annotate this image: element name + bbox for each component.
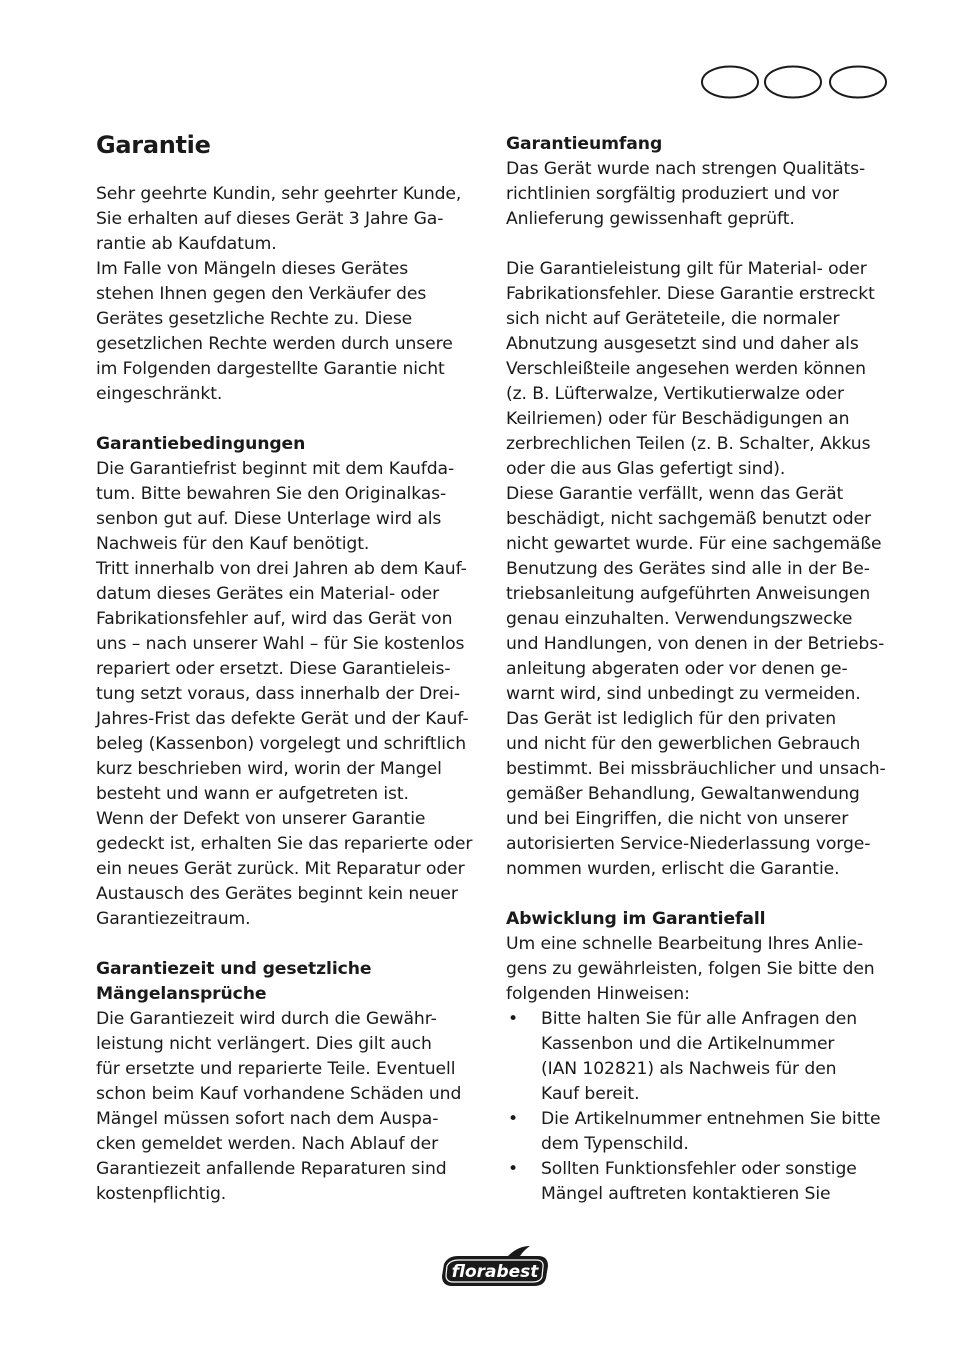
text-line: bestimmt. Bei missbräuchlicher und unsach- bbox=[506, 759, 886, 779]
text-line: Die Garantiezeit wird durch die Gewähr- bbox=[96, 1009, 437, 1029]
language-ovals-icon bbox=[700, 64, 890, 100]
text-line: beleg (Kassenbon) vorgelegt und schriftlich bbox=[96, 734, 467, 754]
text-line: im Folgenden dargestellte Garantie nicht bbox=[96, 359, 445, 379]
page-title: Garantie bbox=[96, 131, 211, 159]
right-column-body bbox=[506, 132, 896, 1207]
text-line: eingeschränkt. bbox=[96, 384, 223, 404]
text-line: ein neues Gerät zurück. Mit Reparatur oder bbox=[96, 859, 465, 879]
text-line: und bei Eingriffen, die nicht von unserer bbox=[506, 809, 849, 829]
bullet-dot-icon: • bbox=[508, 1109, 519, 1129]
text-line: anleitung abgeraten oder vor denen ge- bbox=[506, 659, 848, 679]
paragraph-gap bbox=[96, 932, 486, 957]
text-line: Die Garantieleistung gilt für Material- oder bbox=[506, 259, 867, 279]
text-line: und nicht für den gewerblichen Gebrauch bbox=[506, 734, 861, 754]
text-line: warnt wird, sind unbedingt zu vermeiden. bbox=[506, 684, 861, 704]
text-line: Um eine schnelle Bearbeitung Ihres Anlie- bbox=[506, 934, 864, 954]
bullet-item bbox=[506, 1107, 896, 1157]
bullet-text-line: Kassenbon und die Artikelnummer bbox=[541, 1034, 835, 1054]
bullet-text-line: Mängel auftreten kontaktieren Sie bbox=[541, 1184, 831, 1204]
paragraph-gap bbox=[96, 407, 486, 432]
text-line: Austausch des Gerätes beginnt kein neuer bbox=[96, 884, 458, 904]
text-line: autorisierten Service-Niederlassung vorge- bbox=[506, 834, 871, 854]
text-line: Das Gerät ist lediglich für den privaten bbox=[506, 709, 837, 729]
paragraph-gap bbox=[506, 882, 896, 907]
section-heading: Mängelansprüche bbox=[96, 984, 267, 1004]
text-line: und Handlungen, von denen in der Betriebs- bbox=[506, 634, 885, 654]
text-line: Verschleißteile angesehen werden können bbox=[506, 359, 866, 379]
text-line: genau einzuhalten. Verwendungszwecke bbox=[506, 609, 853, 629]
text-line: Im Falle von Mängeln dieses Gerätes bbox=[96, 259, 409, 279]
text-line: Nachweis für den Kauf benötigt. bbox=[96, 534, 370, 554]
section-heading: Garantieumfang bbox=[506, 134, 663, 154]
text-line: gens zu gewährleisten, folgen Sie bitte den bbox=[506, 959, 875, 979]
text-line: Anlieferung gewissenhaft geprüft. bbox=[506, 209, 795, 229]
text-line: Sehr geehrte Kundin, sehr geehrter Kunde, bbox=[96, 184, 462, 204]
text-line: senbon gut auf. Diese Unterlage wird als bbox=[96, 509, 442, 529]
text-line: Jahres-Frist das defekte Gerät und der Kauf- bbox=[96, 709, 469, 729]
bullet-text-line: Kauf bereit. bbox=[541, 1084, 640, 1104]
text-line: tung setzt voraus, dass innerhalb der Drei- bbox=[96, 684, 460, 704]
text-line: richtlinien sorgfältig produziert und vor bbox=[506, 184, 839, 204]
section-heading: Garantiebedingungen bbox=[96, 434, 306, 454]
text-line: Das Gerät wurde nach strengen Qualitäts- bbox=[506, 159, 866, 179]
text-line: triebsanleitung aufgeführten Anweisungen bbox=[506, 584, 871, 604]
text-line: gedeckt ist, erhalten Sie das reparierte oder bbox=[96, 834, 473, 854]
text-line: gemäßer Behandlung, Gewaltanwendung bbox=[506, 784, 860, 804]
text-line: zerbrechlichen Teilen (z. B. Schalter, Akkus bbox=[506, 434, 871, 454]
florabest-logo bbox=[438, 1244, 552, 1290]
section-heading: Abwicklung im Garantiefall bbox=[506, 909, 766, 929]
text-line: Sie erhalten auf dieses Gerät 3 Jahre Ga- bbox=[96, 209, 444, 229]
text-line: uns – nach unserer Wahl – für Sie kostenlos bbox=[96, 634, 465, 654]
text-line: besteht und wann er aufgetreten ist. bbox=[96, 784, 409, 804]
text-line: für ersetzte und reparierte Teile. Eventuell bbox=[96, 1059, 456, 1079]
text-line: Garantiezeitraum. bbox=[96, 909, 251, 929]
text-line: Garantiezeit anfallende Reparaturen sind bbox=[96, 1159, 447, 1179]
text-line: Gerätes gesetzliche Rechte zu. Diese bbox=[96, 309, 413, 329]
paragraph-gap bbox=[506, 232, 896, 257]
bullet-item bbox=[506, 1007, 896, 1107]
text-line: Die Garantiefrist beginnt mit dem Kaufda- bbox=[96, 459, 455, 479]
text-line: datum dieses Gerätes ein Material- oder bbox=[96, 584, 440, 604]
text-line: sich nicht auf Geräteteile, die normaler bbox=[506, 309, 840, 329]
text-line: tum. Bitte bewahren Sie den Originalkas- bbox=[96, 484, 447, 504]
bullet-text-line: Sollten Funktionsfehler oder sonstige bbox=[541, 1159, 857, 1179]
logo-text: florabest bbox=[451, 1262, 539, 1282]
bullet-dot-icon: • bbox=[508, 1009, 519, 1029]
text-line: kurz beschrieben wird, worin der Mangel bbox=[96, 759, 442, 779]
text-line: schon beim Kauf vorhandene Schäden und bbox=[96, 1084, 462, 1104]
bullet-text-line: Die Artikelnummer entnehmen Sie bitte bbox=[541, 1109, 881, 1129]
bullet-text-line: dem Typenschild. bbox=[541, 1134, 689, 1154]
text-line: Fabrikationsfehler auf, wird das Gerät von bbox=[96, 609, 453, 629]
bullet-item bbox=[506, 1157, 896, 1207]
text-line: stehen Ihnen gegen den Verkäufer des bbox=[96, 284, 427, 304]
left-column-body bbox=[96, 182, 486, 1207]
text-line: (z. B. Lüfterwalze, Vertikutierwalze oder bbox=[506, 384, 844, 404]
text-line: Tritt innerhalb von drei Jahren ab dem Kauf- bbox=[96, 559, 467, 579]
text-line: folgenden Hinweisen: bbox=[506, 984, 690, 1004]
text-line: gesetzlichen Rechte werden durch unsere bbox=[96, 334, 453, 354]
text-line: Benutzung des Gerätes sind alle in der Be- bbox=[506, 559, 870, 579]
text-line: Abnutzung ausgesetzt sind und daher als bbox=[506, 334, 859, 354]
bullet-text-line: (IAN 102821) als Nachweis für den bbox=[541, 1059, 837, 1079]
bullet-text-line: Bitte halten Sie für alle Anfragen den bbox=[541, 1009, 857, 1029]
text-line: oder die aus Glas gefertigt sind). bbox=[506, 459, 786, 479]
text-line: nicht gewartet wurde. Für eine sachgemäße bbox=[506, 534, 882, 554]
text-line: rantie ab Kaufdatum. bbox=[96, 234, 277, 254]
right-column bbox=[506, 132, 896, 1207]
text-line: cken gemeldet werden. Nach Ablauf der bbox=[96, 1134, 439, 1154]
text-line: Diese Garantie verfällt, wenn das Gerät bbox=[506, 484, 844, 504]
text-line: Keilriemen) oder für Beschädigungen an bbox=[506, 409, 850, 429]
text-line: Wenn der Defekt von unserer Garantie bbox=[96, 809, 426, 829]
text-line: kostenpflichtig. bbox=[96, 1184, 227, 1204]
text-line: repariert oder ersetzt. Diese Garantieleis- bbox=[96, 659, 451, 679]
section-heading: Garantiezeit und gesetzliche bbox=[96, 959, 372, 979]
text-line: Mängel müssen sofort nach dem Auspa- bbox=[96, 1109, 439, 1129]
text-line: leistung nicht verlängert. Dies gilt auch bbox=[96, 1034, 432, 1054]
text-line: Fabrikationsfehler. Diese Garantie erstreckt bbox=[506, 284, 875, 304]
bullet-dot-icon: • bbox=[508, 1159, 519, 1179]
text-line: beschädigt, nicht sachgemäß benutzt oder bbox=[506, 509, 871, 529]
text-line: nommen wurden, erlischt die Garantie. bbox=[506, 859, 840, 879]
left-column bbox=[96, 132, 486, 1207]
